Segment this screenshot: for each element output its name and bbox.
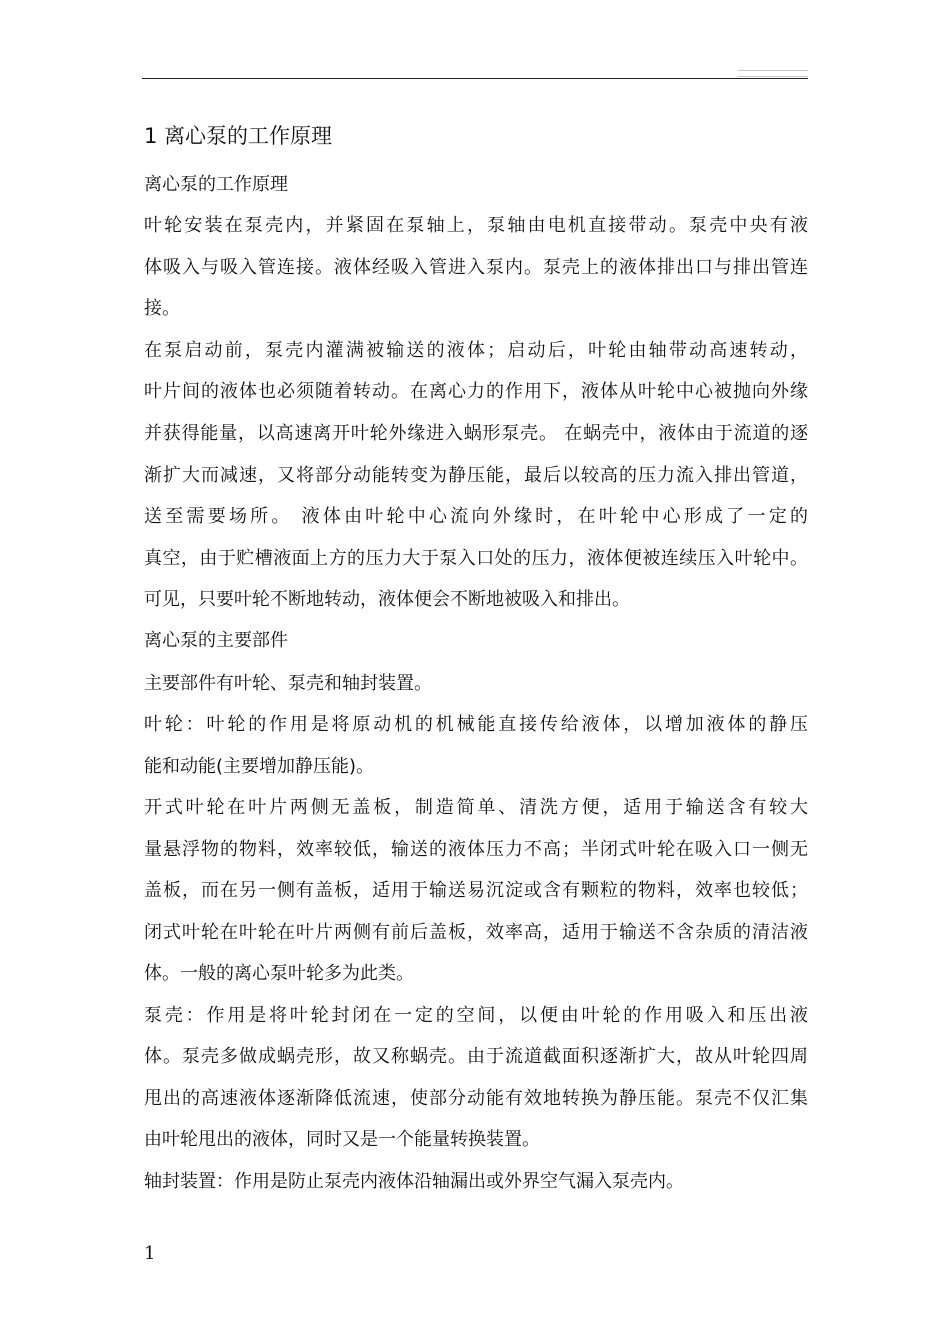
text-line: 体。泵壳多做成蜗壳形，故又称蜗壳。由于流道截面积逐渐扩大，故从叶轮四周 <box>144 1046 808 1067</box>
page-number: 1 <box>144 1243 156 1264</box>
text-line: 体吸入与吸入管连接。液体经吸入管进入泵内。泵壳上的液体排出口与排出管连 <box>144 257 808 278</box>
text-line: 由叶轮甩出的液体，同时又是一个能量转换装置。 <box>144 1129 540 1150</box>
header-mark <box>738 70 808 77</box>
text-line: 送至需要场所。 液体由叶轮中心流向外缘时，在叶轮中心形成了一定的 <box>144 506 808 527</box>
text-line: 开式叶轮在叶片两侧无盖板，制造简单、清洗方便，适用于输送含有较大 <box>144 797 808 818</box>
text-line: 真空，由于贮槽液面上方的压力大于泵入口处的压力，液体便被连续压入叶轮中。 <box>144 548 808 569</box>
text-line: 轴封装置：作用是防止泵壳内液体沿轴漏出或外界空气漏入泵壳内。 <box>144 1171 684 1192</box>
section-heading: 离心泵的工作原理 <box>144 174 288 195</box>
text-line: 泵壳：作用是将叶轮封闭在一定的空间，以便由叶轮的作用吸入和压出液 <box>144 1005 808 1026</box>
text-line: 体。一般的离心泵叶轮多为此类。 <box>144 963 414 984</box>
text-line: 在泵启动前，泵壳内灌满被输送的液体；启动后，叶轮由轴带动高速转动， <box>144 340 808 361</box>
text-line: 并获得能量，以高速离开叶轮外缘进入蜗形泵壳。 在蜗壳中，液体由于流道的逐 <box>144 423 808 444</box>
text-line: 闭式叶轮在叶轮在叶片两侧有前后盖板，效率高，适用于输送不含杂质的清洁液 <box>144 922 808 943</box>
text-line: 叶轮安装在泵壳内，并紧固在泵轴上，泵轴由电机直接带动。泵壳中央有液 <box>144 215 808 236</box>
text-line: 叶片间的液体也必须随着转动。在离心力的作用下，液体从叶轮中心被抛向外缘 <box>144 381 808 402</box>
text-line: 可见，只要叶轮不断地转动，液体便会不断地被吸入和排出。 <box>144 589 630 610</box>
section-heading: 离心泵的主要部件 <box>144 630 288 651</box>
text-line: 能和动能(主要增加静压能)。 <box>144 756 375 777</box>
text-line: 叶轮：叶轮的作用是将原动机的机械能直接传给液体，以增加液体的静压 <box>144 714 808 735</box>
text-line: 接。 <box>144 298 180 319</box>
text-line: 盖板，而在另一侧有盖板，适用于输送易沉淀或含有颗粒的物料，效率也较低； <box>144 880 808 901</box>
document-title: 1 离心泵的工作原理 <box>144 124 333 148</box>
text-line: 甩出的高速液体逐渐降低流速，使部分动能有效地转换为静压能。泵壳不仅汇集 <box>144 1088 808 1109</box>
text-line: 渐扩大而减速，又将部分动能转变为静压能，最后以较高的压力流入排出管道， <box>144 465 808 486</box>
text-line: 主要部件有叶轮、泵壳和轴封装置。 <box>144 673 432 694</box>
text-line: 量悬浮物的物料，效率较低，输送的液体压力不高；半闭式叶轮在吸入口一侧无 <box>144 839 808 860</box>
header-rule <box>142 78 808 79</box>
